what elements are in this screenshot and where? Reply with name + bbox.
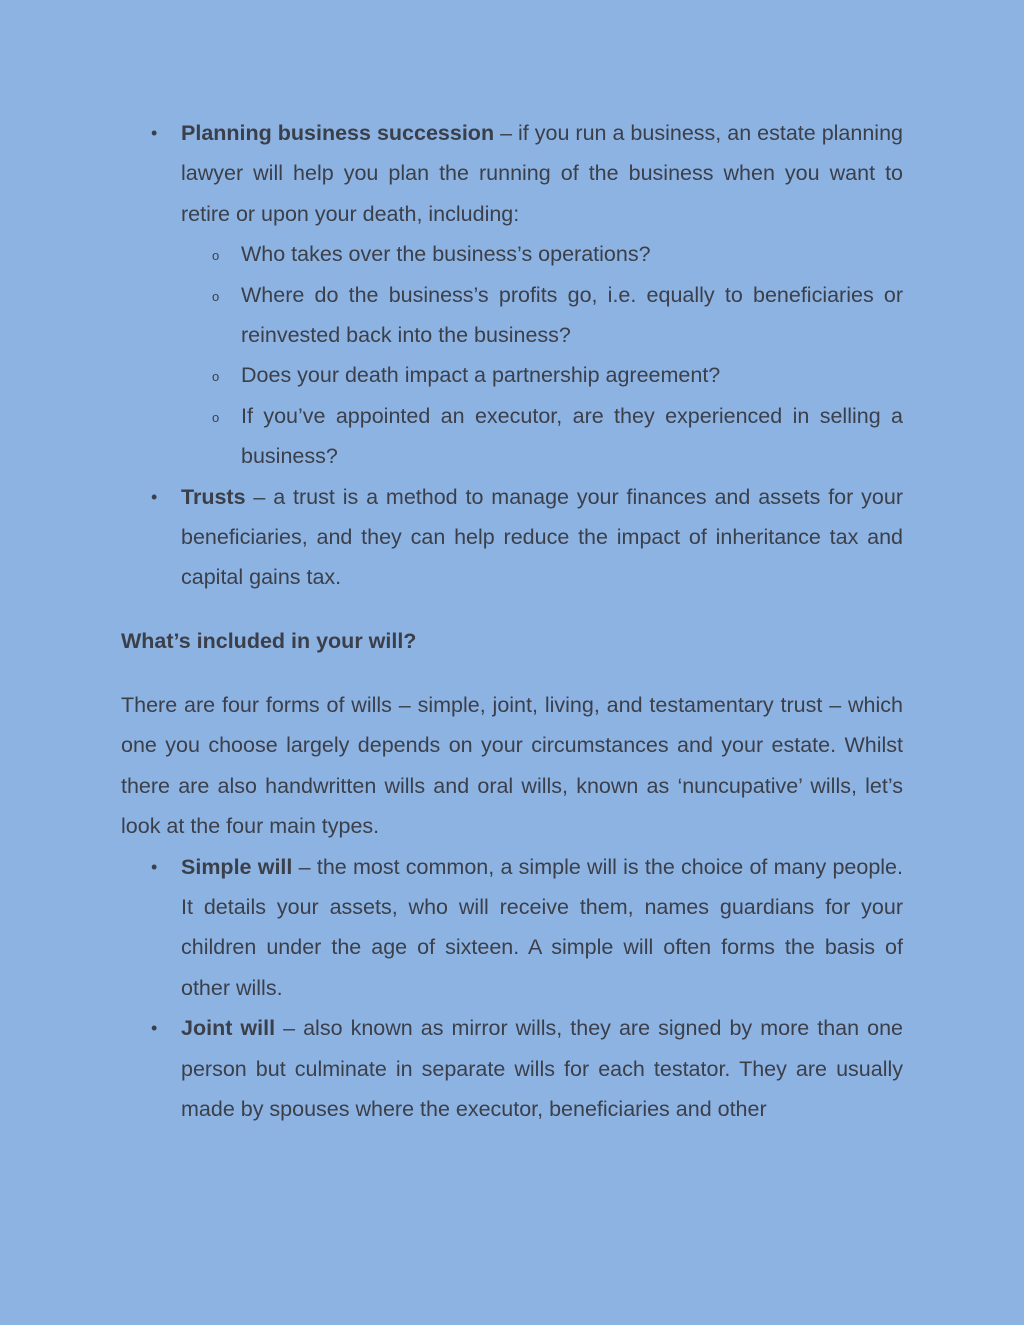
list-item-term: Trusts xyxy=(181,484,246,509)
sub-bullet-marker: o xyxy=(212,409,220,425)
bullet-marker: • xyxy=(151,1018,158,1039)
list-item-text: – if you run a business, an estate planning lawyer will help you plan the running of the business when you want to retire or upon your death, including: xyxy=(181,121,903,226)
bullet-marker: • xyxy=(151,123,158,143)
list-item xyxy=(151,1008,903,1129)
sub-list-item xyxy=(212,275,903,356)
sub-list-item-text: Who takes over the business’s operations? xyxy=(241,242,651,267)
sub-list-item xyxy=(212,355,903,395)
bullet-marker: • xyxy=(151,856,158,877)
list-item xyxy=(151,847,903,1009)
sub-list-item-text: Where do the business’s profits go, i.e. equally to beneficiaries or reinvested back into the business? xyxy=(241,282,903,348)
sub-bullet-marker: o xyxy=(212,369,220,385)
list-item xyxy=(151,477,903,598)
sub-list-item xyxy=(212,396,903,477)
sub-list-item xyxy=(212,234,903,274)
bullet-marker: • xyxy=(151,486,158,507)
list-item-term: Joint will xyxy=(181,1016,276,1041)
list-item-term: Planning business succession xyxy=(181,121,495,145)
section-heading: What’s included in your will? xyxy=(121,628,417,653)
list-item-text: – a trust is a method to manage your finances and assets for your beneficiaries, and they can help reduce the impact of inheritance tax and capital gains tax. xyxy=(181,484,903,590)
sub-list-item-text: Does your death impact a partnership agreement? xyxy=(241,363,721,388)
sub-bullet-marker: o xyxy=(212,248,220,264)
top-bullet-list xyxy=(121,113,903,598)
list-item-term: Simple will xyxy=(181,854,293,879)
list-item-text: – the most common, a simple will is the choice of many people. It details your assets, who will receive them, names guardians for your children under the age of sixteen. A simple will often forms the basis of other wills. xyxy=(181,854,903,1000)
sub-bullet-marker: o xyxy=(212,288,220,304)
list-item xyxy=(151,113,903,477)
sub-bullet-list xyxy=(181,234,903,476)
sub-list-item-text: If you’ve appointed an executor, are they experienced in selling a business? xyxy=(241,403,903,469)
will-types-list xyxy=(121,847,903,1130)
list-item-text: – also known as mirror wills, they are signed by more than one person but culminate in separate wills for each testator. They are usually made by spouses where the executor, beneficiaries and other xyxy=(181,1016,903,1121)
body-paragraph: There are four forms of wills – simple, joint, living, and testamentary trust – which one you choose largely depends on your circumstances and your estate. Whilst there are also handwritten wills and oral wills, known as ‘nuncupative’ wills, let’s look at the four main types. xyxy=(121,692,903,839)
